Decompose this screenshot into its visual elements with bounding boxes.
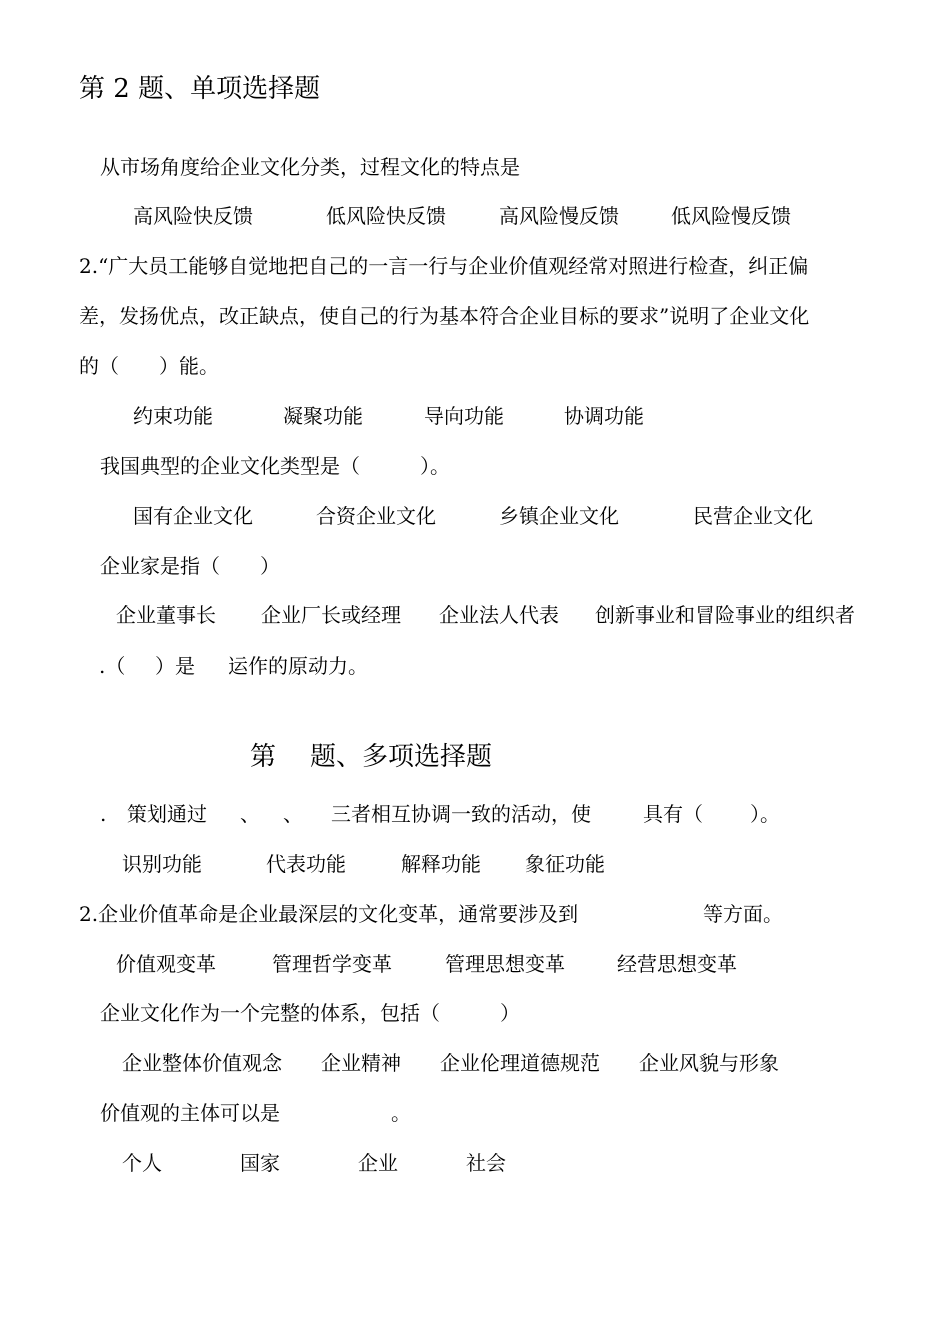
q1-option-b: 低风险快反馈 <box>326 204 446 228</box>
section-heading-multi-part-1: 第 <box>250 742 277 772</box>
mq1-part-1: . <box>100 802 107 826</box>
mq3-option-a: 企业整体价值观念 <box>122 1051 282 1075</box>
q3-option-b: 合资企业文化 <box>316 504 436 528</box>
q2-option-d: 协调功能 <box>564 404 644 428</box>
mq4-option-b: 国家 <box>240 1151 280 1175</box>
question-2-line-3: 的（ ）能。 <box>79 354 219 378</box>
q3-option-d: 民营企业文化 <box>693 504 813 528</box>
mq1-part-6: 具有（ <box>643 802 703 826</box>
q4-option-c: 企业法人代表 <box>439 603 559 627</box>
question-4-text: 企业家是指（ ） <box>100 554 280 578</box>
mq1-option-d: 象征功能 <box>525 852 605 876</box>
mq1-option-a: 识别功能 <box>122 852 202 876</box>
mq3-option-d: 企业风貌与形象 <box>639 1051 779 1075</box>
mq3-text: 企业文化作为一个完整的体系，包括（ ） <box>100 1001 520 1025</box>
q4-option-a: 企业董事长 <box>116 603 216 627</box>
mq4-option-d: 社会 <box>466 1151 506 1175</box>
mq2-part-2: 等方面。 <box>703 902 783 926</box>
question-2-line-1: 2.“广大员工能够自觉地把自己的一言一行与企业价值观经常对照进行检查，纠正偏 <box>79 254 809 278</box>
question-5-part-2: ）是 <box>155 654 195 678</box>
mq3-option-c: 企业伦理道德规范 <box>440 1051 600 1075</box>
q3-option-a: 国有企业文化 <box>133 504 253 528</box>
mq1-part-2: 策划通过 <box>127 802 207 826</box>
question-3-text: 我国典型的企业文化类型是（ ）。 <box>100 454 450 478</box>
mq4-option-a: 个人 <box>122 1151 162 1175</box>
mq2-option-b: 管理哲学变革 <box>272 952 392 976</box>
question-5-part-1: .（ <box>99 654 126 678</box>
mq4-part-1: 价值观的主体可以是 <box>100 1101 280 1125</box>
mq2-option-c: 管理思想变革 <box>445 952 565 976</box>
mq4-option-c: 企业 <box>358 1151 398 1175</box>
mq1-part-7: ）。 <box>750 802 780 826</box>
mq1-part-5: 三者相互协调一致的活动，使 <box>331 802 591 826</box>
section-heading-single-choice: 第 2 题、单项选择题 <box>79 74 321 104</box>
mq1-option-c: 解释功能 <box>401 852 481 876</box>
mq2-part-1: 2.企业价值革命是企业最深层的文化变革，通常要涉及到 <box>79 902 579 926</box>
q1-option-a: 高风险快反馈 <box>133 204 253 228</box>
q4-option-d: 创新事业和冒险事业的组织者 <box>595 603 855 627</box>
mq1-part-4: 、 <box>283 802 303 826</box>
question-2-line-2: 差，发扬优点，改正缺点，使自己的行为基本符合企业目标的要求”说明了企业文化 <box>79 304 810 328</box>
q4-option-b: 企业厂长或经理 <box>261 603 401 627</box>
question-5-part-3: 运作的原动力。 <box>228 654 368 678</box>
mq2-option-a: 价值观变革 <box>116 952 216 976</box>
q2-option-b: 凝聚功能 <box>283 404 363 428</box>
question-1-text: 从市场角度给企业文化分类，过程文化的特点是 <box>100 155 520 179</box>
q2-option-a: 约束功能 <box>133 404 213 428</box>
q1-option-d: 低风险慢反馈 <box>671 204 791 228</box>
q3-option-c: 乡镇企业文化 <box>499 504 619 528</box>
mq2-option-d: 经营思想变革 <box>617 952 737 976</box>
section-heading-multi-part-2: 题、多项选择题 <box>310 742 493 772</box>
mq4-part-2: 。 <box>391 1101 411 1125</box>
q1-option-c: 高风险慢反馈 <box>499 204 619 228</box>
mq1-option-b: 代表功能 <box>266 852 346 876</box>
mq3-option-b: 企业精神 <box>321 1051 401 1075</box>
q2-option-c: 导向功能 <box>424 404 504 428</box>
mq1-part-3: 、 <box>240 802 260 826</box>
